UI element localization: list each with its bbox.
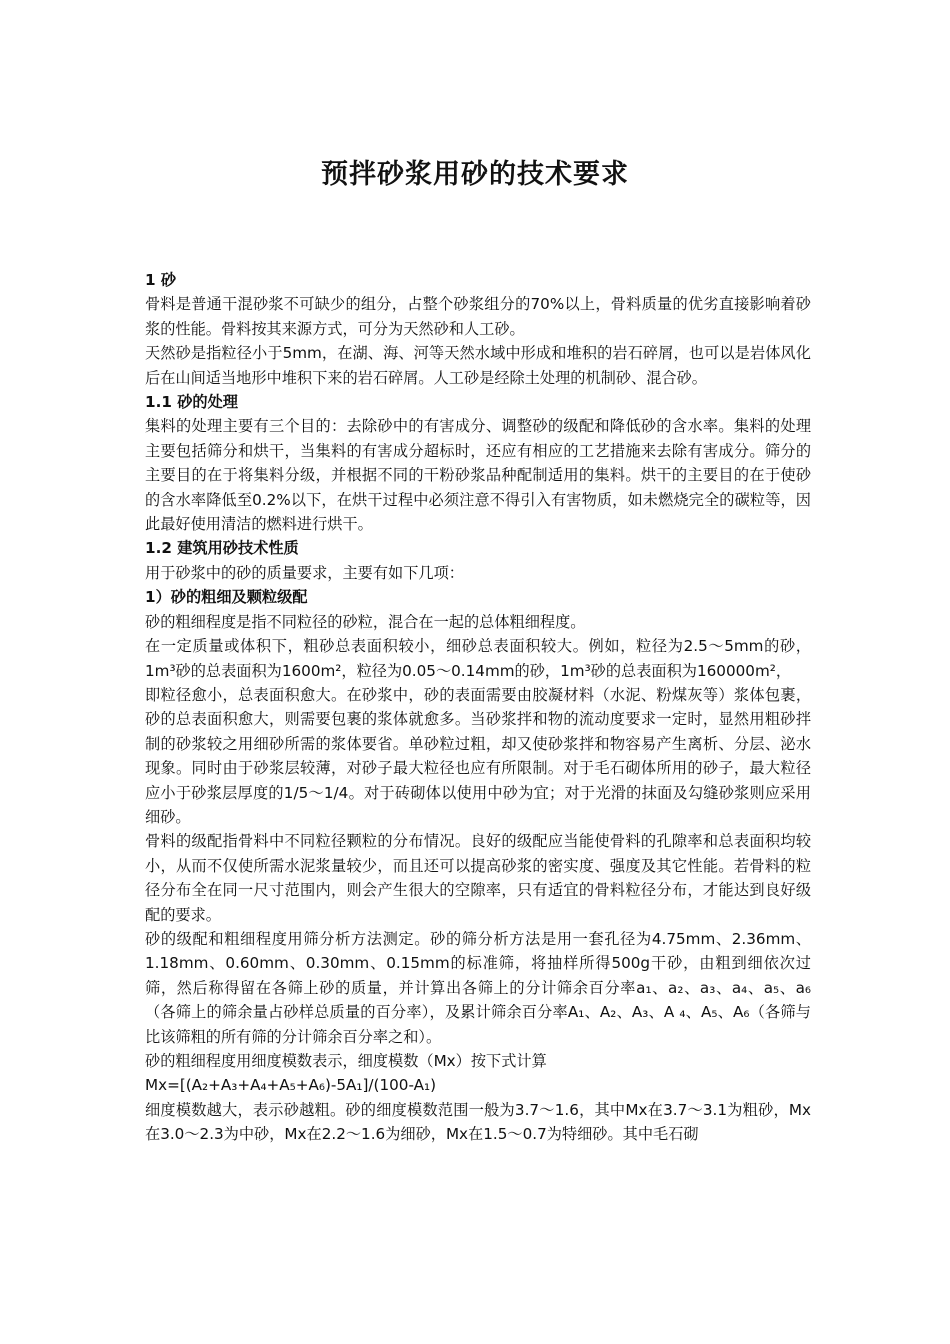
section-heading: 1.1 砂的处理 xyxy=(145,393,238,412)
section-heading: 1.2 建筑用砂技术性质 xyxy=(145,539,299,558)
section-heading: 1 砂 xyxy=(145,271,177,289)
body-paragraph: 骨料是普通干混砂浆不可缺少的组分，占整个砂浆组分的70%以上，骨料质量的优劣直接影响着砂浆的性能。骨料按其来源方式，可分为天然砂和人工砂。 xyxy=(145,295,811,338)
body-paragraph: 用于砂浆中的砂的质量要求，主要有如下几项： xyxy=(145,563,464,582)
body-paragraph: 砂的级配和粗细程度用筛分析方法测定。砂的筛分析方法是用一套孔径为4.75mm、2.36mm、1.18mm、0.60mm、0.30mm、0.15mm的标准筛，将抽样所得500g干砂，由粗到细依次过筛，然后称得留在各筛上砂的质量，并计算出各筛上的分计筛余百分率a₁、a₂、a₃、a₄、a₅、a₆（各筛上的筛余量占砂样总质量的百分率），及累计筛余百分率A₁、A₂、A₃、A ₄、A₅、A₆（各筛与比该筛粗的所有筛的分计筛余百分率之和）。 xyxy=(145,929,811,1046)
body-paragraph: 集料的处理主要有三个目的：去除砂中的有害成分、调整砂的级配和降低砂的含水率。集料的处理主要包括筛分和烘干，当集料的有害成分超标时，还应有相应的工艺措施来去除有害成分。筛分的主要目的在于将集料分级，并根据不同的干粉砂浆品种配制适用的集料。烘干的主要目的在于使砂的含水率降低至0.2%以下，在烘干过程中必须注意不得引入有害物质，如未燃烧完全的碳粒等，因此最好使用清洁的燃料进行烘干。 xyxy=(145,417,811,534)
body-paragraph: Mx=[(A₂+A₃+A₄+A₅+A₆)-5A₁]/(100-A₁) xyxy=(145,1076,437,1095)
document-title: 预拌砂浆用砂的技术要求 xyxy=(321,159,629,190)
body-paragraph: 天然砂是指粒径小于5mm，在湖、海、河等天然水域中形成和堆积的岩石碎屑，也可以是岩体风化后在山间适当地形中堆积下来的岩石碎屑。人工砂是经除土处理的机制砂、混合砂。 xyxy=(145,344,811,387)
body-paragraph: 细度模数越大，表示砂越粗。砂的细度模数范围一般为3.7～1.6，其中Mx在3.7～3.1为粗砂，Mx在3.0～2.3为中砂，Mx在2.2～1.6为细砂，Mx在1.5～0.7为特细砂。其中毛石砌 xyxy=(145,1100,811,1144)
body-paragraph: 即粒径愈小，总表面积愈大。在砂浆中，砂的表面需要由胶凝材料（水泥、粉煤灰等）浆体包裹，砂的总表面积愈大，则需要包裹的浆体就愈多。当砂浆拌和物的流动度要求一定时，显然用粗砂拌制的砂浆较之用细砂所需的浆体要省。单砂粒过粗，却又使砂浆拌和物容易产生离析、分层、泌水现象。同时由于砂浆层较薄，对砂子最大粒径也应有所限制。对于毛石砌体所用的砂子，最大粒径应小于砂浆层厚度的1/5～1/4。对于砖砌体以使用中砂为宜；对于光滑的抹面及勾缝砂浆则应采用细砂。 xyxy=(145,685,811,826)
body-paragraph: 砂的粗细程度用细度模数表示，细度模数（Mx）按下式计算 xyxy=(145,1052,547,1070)
document-body xyxy=(145,268,811,1147)
body-paragraph: 在一定质量或体积下，粗砂总表面积较小，细砂总表面积较大。例如，粒径为2.5～5mm的砂，1m³砂的总表面积为1600m²，粒径为0.05～0.14mm的砂，1m³砂的总表面积为160000m²， xyxy=(145,637,811,680)
section-heading: 1）砂的粗细及颗粒级配 xyxy=(145,588,308,607)
body-paragraph: 骨料的级配指骨料中不同粒径颗粒的分布情况。良好的级配应当能使骨料的孔隙率和总表面积均较小，从而不仅使所需水泥浆量较少，而且还可以提高砂浆的密实度、强度及其它性能。若骨料的粒径分布全在同一尺寸范围内，则会产生很大的空隙率，只有适宜的骨料粒径分布，才能达到良好级配的要求。 xyxy=(145,832,811,924)
body-paragraph: 砂的粗细程度是指不同粒径的砂粒，混合在一起的总体粗细程度。 xyxy=(145,612,586,631)
